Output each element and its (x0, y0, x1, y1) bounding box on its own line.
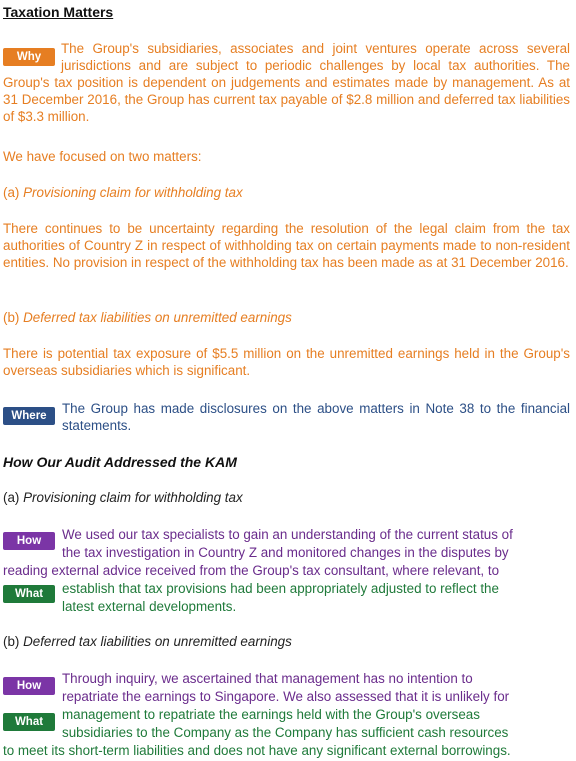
audit-a-heading (3, 489, 570, 506)
matter-b-heading (3, 309, 570, 326)
audit-b-how-badge: How (3, 677, 55, 695)
audit-b-what-badge: What (3, 713, 55, 731)
audit-a-what-badge: What (3, 585, 55, 603)
why-paragraph (3, 40, 570, 125)
matter-b-title: Deferred tax liabilities on unremitted earnings (23, 310, 292, 325)
matter-b-prefix: (b) (3, 310, 24, 325)
audit-a-line4: establish that tax provisions had been appropriately adjusted to reflect the (62, 581, 499, 596)
audit-b-line1: Through inquiry, we ascertained that management has no intention to (62, 671, 473, 686)
why-badge: Why (3, 48, 55, 66)
matter-a-prefix: (a) (3, 185, 24, 200)
where-text: The Group has made disclosures on the above matters in Note 38 to the financial statements. (62, 401, 570, 433)
audit-heading: How Our Audit Addressed the KAM (3, 454, 237, 470)
audit-b-heading (3, 633, 570, 650)
audit-a-line1: We used our tax specialists to gain an understanding of the current status of (62, 527, 513, 542)
audit-a-line3: reading external advice received from the Group's tax consultant, where relevant, to (3, 563, 500, 578)
audit-b-prefix: (b) (3, 634, 24, 649)
matter-a-text: There continues to be uncertainty regarding the resolution of the legal claim from the tax authorities of Country Z in respect of withholding tax on certain payments made to non-resident entities. No provision in respect of the withholding tax has been made as at 31 December 2016. (3, 221, 570, 270)
why-text: The Group's subsidiaries, associates and joint ventures operate across several jurisdictions and are subject to periodic challenges by local tax authorities. The Group's tax position is dependent on judgements and estimates made by management. As at 31 December 2016, the Group has current tax payable of $2.8 million and deferred tax liabilities of $3.3 million. (3, 41, 570, 124)
audit-b-line5: to meet its short-term liabilities and does not have any significant external borrowings. (3, 743, 511, 758)
audit-b-line2: repatriate the earnings to Singapore. We also assessed that it is unlikely for (62, 689, 510, 704)
where-badge: Where (3, 407, 55, 425)
focus-intro: We have focused on two matters: (3, 149, 202, 164)
audit-a-how-badge: How (3, 532, 55, 550)
audit-a-prefix: (a) (3, 490, 24, 505)
page-title: Taxation Matters (3, 4, 114, 20)
audit-b-line4: subsidiaries to the Company as the Company has sufficient cash resources (62, 725, 509, 740)
matter-b-text: There is potential tax exposure of $5.5 million on the unremitted earnings held in the Group's overseas subsidiaries which is significant. (3, 346, 570, 378)
audit-b-line3: management to repatriate the earnings held with the Group's overseas (62, 707, 480, 722)
audit-b-title: Deferred tax liabilities on unremitted earnings (23, 634, 292, 649)
audit-a-line2: the tax investigation in Country Z and monitored changes in the disputes by (62, 545, 509, 560)
matter-a-heading (3, 184, 570, 201)
matter-a-title: Provisioning claim for withholding tax (23, 185, 243, 200)
audit-a-line5: latest external developments. (62, 599, 237, 614)
audit-a-title: Provisioning claim for withholding tax (23, 490, 243, 505)
